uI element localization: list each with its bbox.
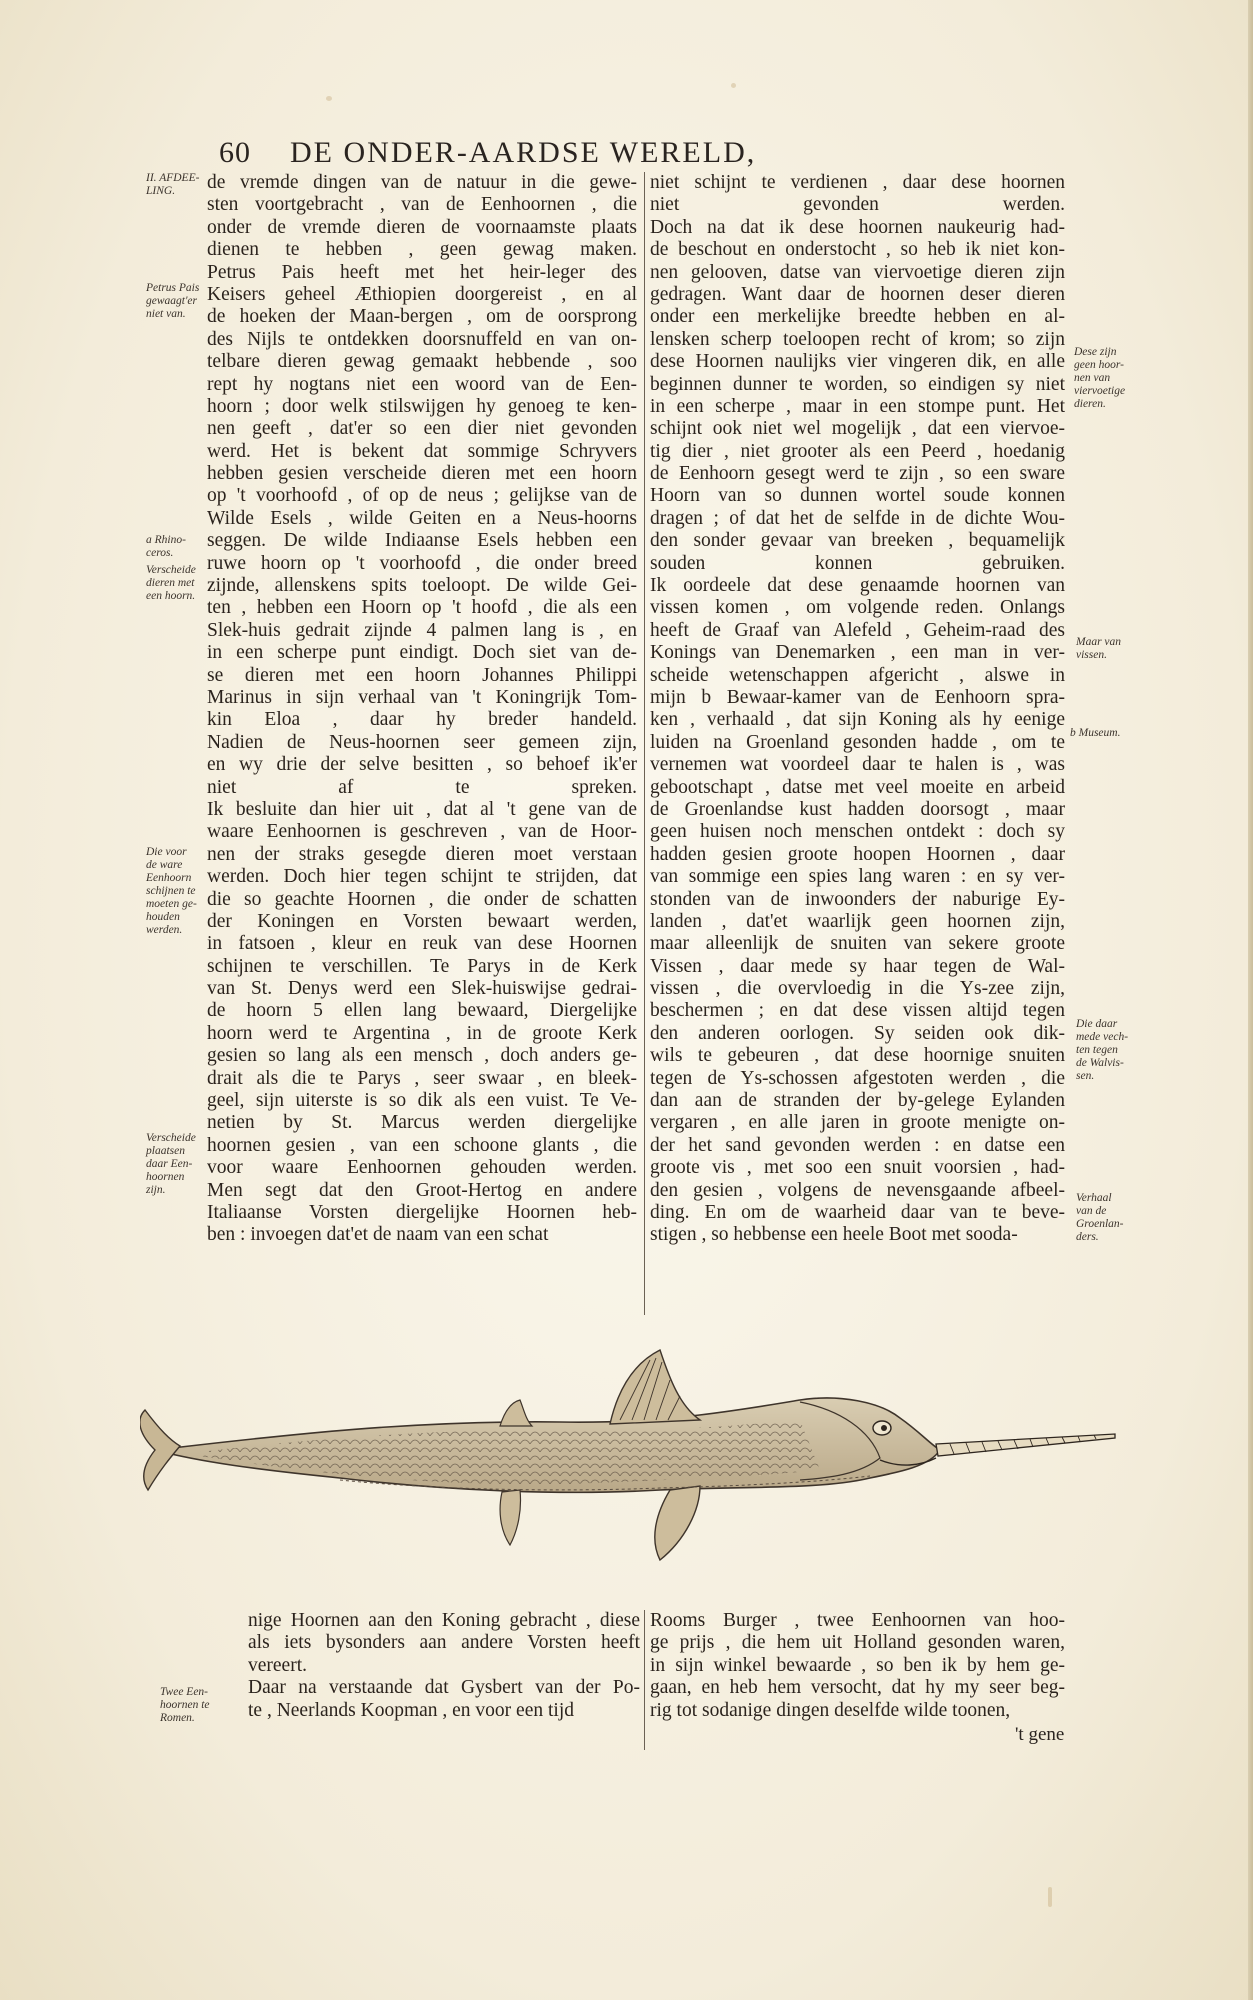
running-head [205, 136, 905, 176]
marginal-line: Die daar [1076, 1018, 1118, 1030]
marginal-line: LING. [146, 185, 176, 197]
foxing-spot [731, 83, 736, 88]
text-line: werden. Doch hier tegen schijnt te strijden, dat [207, 866, 637, 888]
text-line: heeft de Graaf van Alefeld , Geheim-raad des [650, 619, 1065, 641]
text-line: landen , dat'et waarlijk geen hoornen zijn, [650, 910, 1065, 932]
left-column [207, 172, 637, 1247]
text-line: drait als die te Parys , seer swaar , en bleek- [207, 1067, 637, 1089]
marginal-line: plaatsen [146, 1145, 185, 1157]
marginal-note-die-daar [1076, 1018, 1128, 1083]
text-line: werd. Het is bekent dat sommige Schryvers [207, 440, 637, 462]
marginal-line: vissen. [1076, 649, 1107, 661]
narwhal-tusk [936, 1434, 1115, 1456]
text-line: in een scherpe punt eindigt. Doch siet van de- [207, 642, 637, 664]
marginal-line: Verscheide [146, 564, 196, 576]
text-line: op 't voorhoofd , of op de neus ; gelijkse van de [207, 485, 637, 507]
page-edge [1248, 0, 1253, 2000]
text-line: schijnen te verschillen. Te Parys in de Kerk [207, 955, 637, 977]
text-line: dese Hoornen naulijks vier vingeren dik, en alle [650, 351, 1065, 373]
text-line: van St. Denys werd een Slek-huiswijse gedrai- [207, 978, 637, 1000]
text-line: rept hy nogtans niet een woord van de Een- [207, 373, 637, 395]
text-line: Rooms Burger , twee Eenhoornen van hoo- [650, 1610, 1065, 1631]
text-line: Vissen , daar mede sy haar tegen de Wal- [650, 955, 1065, 977]
marginal-line: ten tegen [1076, 1044, 1118, 1056]
marginal-line: hoornen te [160, 1699, 210, 1711]
marginal-line: ders. [1076, 1231, 1099, 1243]
foxing-spot [1048, 1887, 1052, 1907]
marginal-line: nen van [1074, 372, 1111, 384]
marginal-line: Groenlan- [1076, 1218, 1124, 1230]
bottom-right-column [650, 1610, 1065, 1722]
text-line: van sommige een spies lang waren : en sy ver- [650, 866, 1065, 888]
marginal-line: Eenhoorn [146, 872, 192, 884]
text-line: sten voortgebracht , van de Eenhoornen , die [207, 194, 637, 216]
marginal-line: dieren met [146, 577, 195, 589]
text-line: Konings van Denemarken , een man in ver- [650, 642, 1065, 664]
marginal-line: geen hoor- [1074, 359, 1124, 371]
small-back-fin [500, 1400, 532, 1426]
marginal-note-petrus-pais [146, 282, 199, 321]
running-title: DE ONDER-AARDSE WERELD, [290, 136, 757, 169]
text-line: Italiaanse Vorsten diergelijke Hoornen heb- [207, 1201, 637, 1223]
text-line: mijn b Bewaar-kamer van de Eenhoorn spra- [650, 686, 1065, 708]
text-line: waare Eenhoornen is geschreven , van de Hoor- [207, 821, 637, 843]
text-line: beginnen dunner te worden, so eindigen sy niet [650, 373, 1065, 395]
text-line: nen der straks gesegde dieren moet verstaan [207, 843, 637, 865]
text-line: geel, sijn uiterste is so dik als een vuist. Te Ve- [207, 1090, 637, 1112]
text-line: netien by St. Marcus werden diergelijke [207, 1112, 637, 1134]
column-rule [644, 172, 645, 1315]
text-line: maar alleenlijk de snuiten van sekere groote [650, 933, 1065, 955]
text-line: kin Eloa , daar hy breder handeld. [207, 709, 637, 731]
text-line: niet af te spreken. [207, 776, 637, 798]
marginal-line: van de [1076, 1205, 1107, 1217]
text-line: nen gelooven, datse van viervoetige dieren zijn [650, 261, 1065, 283]
marginal-note-die-voor [146, 846, 197, 937]
text-line: gaan, en heb hem versocht, dat hy my seer beg- [650, 1677, 1065, 1699]
text-line: als iets bysonders aan andere Vorsten heeft [248, 1632, 640, 1654]
text-line: gedragen. Want daar de hoornen deser dieren [650, 283, 1065, 305]
text-line: Petrus Pais heeft met het heir-leger des [207, 261, 637, 283]
text-line: stigen , so hebbense een heele Boot met sooda- [650, 1224, 1018, 1246]
marginal-note-verscheide-plaatsen [146, 1132, 196, 1197]
text-line: vergaren , en alle jaren in groote menigte on- [650, 1112, 1065, 1134]
marginal-line: gewaagt'er [146, 295, 198, 307]
marginal-line: Verhaal [1076, 1192, 1112, 1204]
marginal-line: schijnen te [146, 885, 196, 897]
text-line: telbare dieren gewag gemaakt hebbende , soo [207, 351, 637, 373]
text-line: gesien so lang als een mensch , doch anders ge- [207, 1045, 637, 1067]
text-line: hadden gesien groote hoopen Hoornen , daar [650, 843, 1065, 865]
text-line: stonden van de inwoonders der naburige Ey- [650, 888, 1065, 910]
text-line: niet gevonden werden. [650, 194, 1065, 216]
text-line: rig tot sodanige dingen deselfde wilde toonen, [650, 1699, 1011, 1721]
text-line: onder de vremde dieren de voornaamste plaats [207, 216, 637, 238]
text-line: onder een merkelijke breedte hebben en al- [650, 306, 1065, 328]
marginal-line: de ware [146, 859, 183, 871]
marginal-line: viervoetige [1074, 385, 1126, 397]
text-line: Keisers geheel Æthiopien doorgereist , en al [207, 283, 637, 305]
marginal-line: werden. [146, 924, 183, 936]
text-line: de hoeken der Maan-bergen , om de oorsprong [207, 306, 637, 328]
pectoral-fin [655, 1486, 700, 1560]
text-line: tig dier , niet grooter als een Peerd , hoedanig [650, 440, 1065, 462]
text-line: tegen de Ys-schossen afgestoten werden , die [650, 1067, 1065, 1089]
text-line: ten , hebben een Hoorn op 't hoofd , die als een [207, 597, 637, 619]
marginal-note-dese-zijn [1074, 346, 1125, 411]
text-line: vernemen wat voordeel daar te halen is , was [650, 754, 1065, 776]
text-line: nen geeft , dat'er so een dier niet gevonden [207, 418, 637, 440]
text-line: de vremde dingen van de natuur in die gewe- [207, 172, 637, 193]
text-line: hebben gesien verscheide dieren met een hoorn [207, 463, 637, 485]
text-line: Doch na dat ik dese hoornen naukeurig had- [650, 216, 1065, 238]
text-line: Wilde Esels , wilde Geiten en a Neus-hoorns [207, 507, 637, 529]
text-line: die so geachte Hoornen , die onder de schatten [207, 888, 637, 910]
marginal-line: hoornen [146, 1171, 185, 1183]
text-line: zijnde, allenskens spits toeloopt. De wilde Gei- [207, 575, 637, 597]
marginal-line: mede vech- [1076, 1031, 1129, 1043]
text-line: groote vis , met soo een snuit voorsien , had- [650, 1157, 1065, 1179]
marginal-note-verscheide-dieren [146, 564, 196, 603]
text-line: de hoorn 5 ellen lang bewaard, Diergelijke [207, 1000, 637, 1022]
text-line: vissen komen , om volgende reden. Onlangs [650, 597, 1065, 619]
marginal-line: ceros. [146, 547, 174, 559]
text-line: de Groenlandse kust hadden doorsogt , maar [650, 798, 1065, 820]
marginal-line: Dese zijn [1074, 346, 1117, 358]
text-line: ding. En om de waarheid daar van te beve- [650, 1201, 1065, 1223]
text-line: wils te gebeuren , dat dese hoornige snuiten [650, 1045, 1065, 1067]
text-line: Daar na verstaande dat Gysbert van der Po- [248, 1677, 640, 1699]
marginal-line: II. AFDEE- [146, 172, 200, 184]
text-line: en wy drie der selve besitten , so behoef ik'er [207, 754, 637, 776]
text-line: dienen te hebben , geen gewag maken. [207, 239, 637, 261]
text-line: Marinus in sijn verhaal van 't Koningrijk Tom- [207, 686, 637, 708]
marginal-line: dieren. [1074, 398, 1106, 410]
text-line: se dieren met een hoorn Johannes Philippi [207, 664, 637, 686]
text-line: hoorn ; door welk stilswijgen hy genoeg te ken- [207, 395, 637, 417]
marginal-note-verhaal [1076, 1192, 1123, 1244]
text-line: beschermen ; en dat dese vissen altijd tegen [650, 1000, 1065, 1022]
marginal-note-rhinoceros [146, 534, 186, 560]
text-line: te , Neerlands Koopman , en voor een tijd [248, 1699, 574, 1721]
text-line: seggen. De wilde Indiaanse Esels hebben een [207, 530, 637, 552]
text-line: luiden na Groenland gesonden hadde , om te [650, 731, 1065, 753]
text-line: Hoorn van so dunnen wortel soude konnen [650, 485, 1065, 507]
marginal-line: Romen. [160, 1712, 195, 1724]
marginal-note-section [146, 172, 199, 198]
marginal-line: niet van. [146, 308, 186, 320]
text-line: vereert. [248, 1654, 307, 1676]
text-line: in een scherpe , maar in een stompe punt. Het [650, 395, 1065, 417]
text-line: den anderen oorlogen. Sy seiden ook dik- [650, 1022, 1065, 1044]
text-line: nige Hoornen aan den Koning gebracht , diese [248, 1610, 640, 1631]
marginal-note-maar-van [1076, 636, 1121, 662]
marginal-line: Die voor [146, 846, 187, 858]
text-line: in sijn winkel bewaarde , so ben ik by hem ge- [650, 1654, 1065, 1676]
text-line: ge prijs , die hem uit Holland gesonden waren, [650, 1632, 1065, 1654]
text-line: voor waare Eenhoornen gehouden werden. [207, 1157, 637, 1179]
marginal-line: Twee Een- [160, 1686, 209, 1698]
marginal-line: sen. [1076, 1070, 1095, 1082]
marginal-line: zijn. [146, 1184, 166, 1196]
text-line: schijnt ook niet wel mogelijk , dat een viervoe- [650, 418, 1065, 440]
text-line: Men segt dat den Groot-Hertog en andere [207, 1179, 637, 1201]
marginal-line: Maar van [1076, 636, 1122, 648]
text-line: in fatsoen , kleur en reuk van dese Hoornen [207, 933, 637, 955]
text-line: Slek-huis gedrait zijnde 4 palmen lang is , en [207, 619, 637, 641]
marginal-note-twee-eenhoornen [160, 1686, 210, 1725]
text-line: Ik besluite dan hier uit , dat al 't gene van de [207, 798, 637, 820]
narwhal-engraving [140, 1340, 1120, 1600]
text-line: der Koningen en Vorsten bewaart werden, [207, 910, 637, 932]
marginal-line: a Rhino- [146, 534, 186, 546]
text-line: gebootschapt , datse met veel moeite en arbeid [650, 776, 1065, 798]
foxing-spot [326, 96, 332, 101]
text-line: dragen ; of dat het de selfde in de dichte Wou- [650, 507, 1065, 529]
marginal-line: de Walvis- [1076, 1057, 1124, 1069]
text-line: scheide wetenschappen afgericht , alswe in [650, 664, 1065, 686]
text-line: niet schijnt te verdienen , daar dese hoornen [650, 172, 1065, 193]
text-line: Ik oordeele dat dese genaamde hoornen van [650, 575, 1065, 597]
text-line: Nadien de Neus-hoornen seer gemeen zijn, [207, 731, 637, 753]
fish-pupil [881, 1425, 887, 1431]
marginal-line: Verscheide [146, 1132, 196, 1144]
text-line: den sonder gevaar van breeken , bequamelijk [650, 530, 1065, 552]
column-rule [644, 1610, 645, 1750]
text-line: der het sand gevonden werden : en datse een [650, 1134, 1065, 1156]
marginal-line: b Museum. [1070, 727, 1121, 739]
text-line: lensken scherp toeloopen recht of krom; so zijn [650, 328, 1065, 350]
text-line: souden konnen gebruiken. [650, 552, 1065, 574]
marginal-line: houden [146, 911, 180, 923]
right-column [650, 172, 1065, 1247]
marginal-line: moeten ge- [146, 898, 197, 910]
catchword: 't gene [1015, 1724, 1065, 1745]
text-line: des Nijls te ontdekken doorsnuffeld en van on- [207, 328, 637, 350]
text-line: ben : invoegen dat'et de naam van een schat [207, 1224, 549, 1246]
text-line: hoorn werd te Argentina , in de groote Kerk [207, 1022, 637, 1044]
text-line: hoornen gesien , van een schoone glants , die [207, 1134, 637, 1156]
text-line: de Eenhoorn gesegt werd te zijn , so een sware [650, 463, 1065, 485]
marginal-line: daar Een- [146, 1158, 193, 1170]
page-number: 60 [219, 136, 251, 169]
marginal-line: Petrus Pais [146, 282, 200, 294]
text-line: geen huisen noch menschen ontdekt : doch sy [650, 821, 1065, 843]
ventral-fin [500, 1490, 520, 1545]
text-line: den gesien , volgens de nevensgaande afbeel- [650, 1179, 1065, 1201]
marginal-line: een hoorn. [146, 590, 196, 602]
tail-fin [140, 1410, 180, 1490]
text-line: ruwe hoorn op 't voorhoofd , die onder breed [207, 552, 637, 574]
text-line: dan aan de stranden der by-gelege Eylanden [650, 1090, 1065, 1112]
marginal-note-museum [1070, 727, 1120, 740]
bottom-left-column [248, 1610, 640, 1722]
text-line: ken , verhaald , dat sijn Koning als hy eenige [650, 709, 1065, 731]
text-line: vissen , die overvloedig in die Ys-zee zijn, [650, 978, 1065, 1000]
text-line: de beschout en onderstocht , so heb ik niet kon- [650, 239, 1065, 261]
